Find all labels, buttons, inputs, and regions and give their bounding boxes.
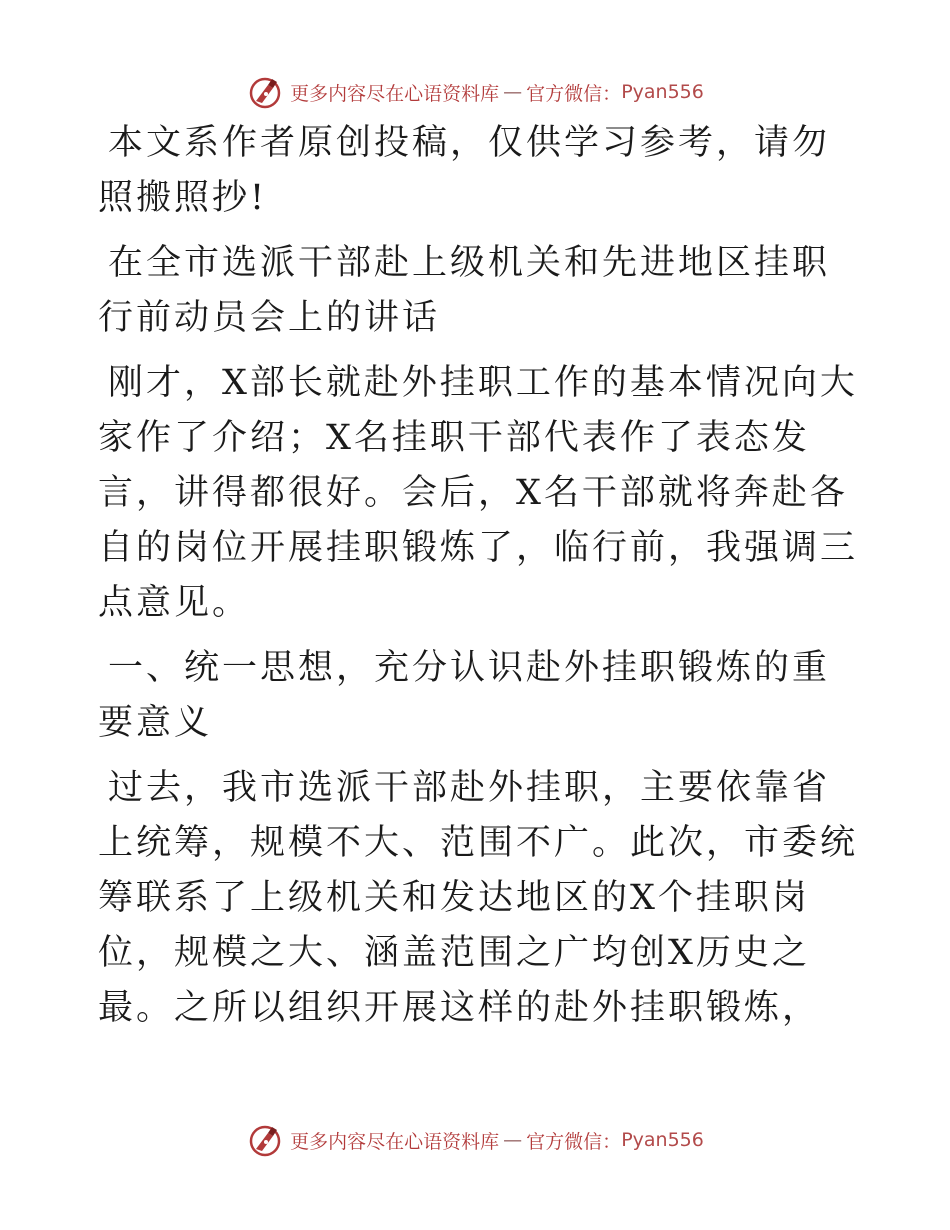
wechat-id: Pyan556 (621, 81, 704, 103)
document-body (98, 116, 858, 1046)
brand-separator: — (503, 81, 523, 103)
speech-title: 在全市选派干部赴上级机关和先进地区挂职行前动员会上的讲话 (98, 243, 831, 338)
wechat-id: Pyan556 (621, 1129, 704, 1151)
footer-brand (0, 1118, 950, 1162)
section-heading: 一、统一思想，充分认识赴外挂职锻炼的重要意义 (98, 648, 831, 743)
brand-separator: — (503, 1129, 523, 1151)
header-brand (0, 70, 950, 114)
brand-text: 更多内容尽在心语资料库 (290, 1130, 500, 1153)
wechat-label: 官方微信： (526, 82, 622, 105)
body-paragraph: 刚才，X部长就赴外挂职工作的基本情况向大家作了介绍；X名挂职干部代表作了表态发言，讲得都很好。会后，X名干部就将奔赴各自的岗位开展挂职锻炼了，临行前，我强调三点意见。 (98, 363, 859, 623)
pen-nib-logo-icon (246, 73, 284, 111)
wechat-label: 官方微信： (526, 1130, 622, 1153)
body-paragraph: 过去，我市选派干部赴外挂职，主要依靠省上统筹，规模不大、范围不广。此次，市委统筹联系了上级机关和发达地区的X个挂职岗位，规模之大、涵盖范围之广均创X历史之最。之所以组织开展这样的赴外挂职锻炼， (98, 768, 859, 1028)
brand-text: 更多内容尽在心语资料库 (290, 82, 500, 105)
disclaimer-paragraph: 本文系作者原创投稿，仅供学习参考，请勿照搬照抄! (98, 123, 831, 218)
pen-nib-logo-icon (246, 1121, 284, 1159)
